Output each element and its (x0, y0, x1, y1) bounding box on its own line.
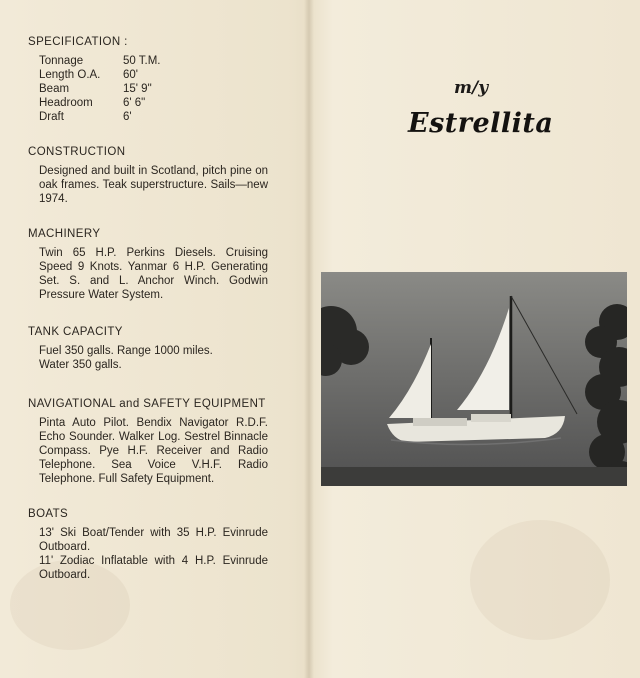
spec-value: 50 T.M. (123, 55, 161, 67)
specification-section (28, 36, 268, 124)
boats-heading: BOATS (28, 508, 69, 520)
spec-value: 60' (123, 69, 138, 81)
sailing-yacht-illustration (321, 272, 627, 486)
deck-house (413, 418, 467, 426)
shore-shadow (321, 467, 627, 486)
tank-capacity-heading: TANK CAPACITY (28, 326, 123, 338)
spec-value: 6' 6" (123, 97, 146, 109)
spec-value: 15' 9" (123, 83, 152, 95)
tank-fuel-line: Fuel 350 galls. Range 1000 miles. (39, 345, 213, 357)
yacht-photo (321, 272, 627, 486)
machinery-text: Twin 65 H.P. Perkins Diesels. Cruising Speed 9 Knots. Yanmar 6 H.P. Generating Set. S. and L. Anchor Winch. Godwin Pressure Water System. (39, 247, 268, 301)
navigation-text: Pinta Auto Pilot. Bendix Navigator R.D.F. Echo Sounder. Walker Log. Sestrel Binnacle Compass. Pye H.F. Receiver and Radio Telephone. Sea Voice V.H.F. Radio Telephone. Full Safety Equipment. (39, 417, 268, 485)
spec-label: Beam (39, 83, 70, 95)
construction-text: Designed and built in Scotland, pitch pine on oak frames. Teak superstructure. Sails—new 1974. (39, 165, 268, 205)
spec-label: Headroom (39, 97, 93, 109)
vessel-prefix: m/y (454, 78, 489, 98)
vessel-title: Estrellita (408, 108, 554, 139)
spec-row (39, 68, 161, 82)
page-fold (304, 0, 314, 678)
boats-tender-line: 13' Ski Boat/Tender with 35 H.P. Evinrude Outboard. (39, 527, 268, 553)
boats-section (28, 508, 268, 582)
wheelhouse (471, 414, 511, 422)
spec-label: Draft (39, 111, 64, 123)
construction-heading: CONSTRUCTION (28, 146, 126, 158)
spec-row (39, 82, 161, 96)
navigation-section (28, 398, 268, 486)
specification-table (39, 54, 161, 124)
navigation-heading: NAVIGATIONAL and SAFETY EQUIPMENT (28, 398, 266, 410)
sea-background (321, 272, 627, 486)
spec-row (39, 96, 161, 110)
specification-column (28, 36, 268, 582)
construction-section (28, 146, 268, 206)
spec-label: Tonnage (39, 55, 84, 67)
tank-capacity-section (28, 326, 268, 372)
paper-stain (470, 520, 610, 640)
specification-heading: SPECIFICATION : (28, 36, 128, 48)
spec-value: 6' (123, 111, 132, 123)
tree-right (585, 304, 627, 486)
machinery-heading: MACHINERY (28, 228, 101, 240)
spec-row (39, 54, 161, 68)
boats-zodiac-line: 11' Zodiac Inflatable with 4 H.P. Evinrude Outboard. (39, 555, 268, 581)
spec-label: Length O.A. (39, 69, 101, 81)
spec-row (39, 110, 161, 124)
machinery-section (28, 228, 268, 302)
tank-water-line: Water 350 galls. (39, 359, 122, 371)
